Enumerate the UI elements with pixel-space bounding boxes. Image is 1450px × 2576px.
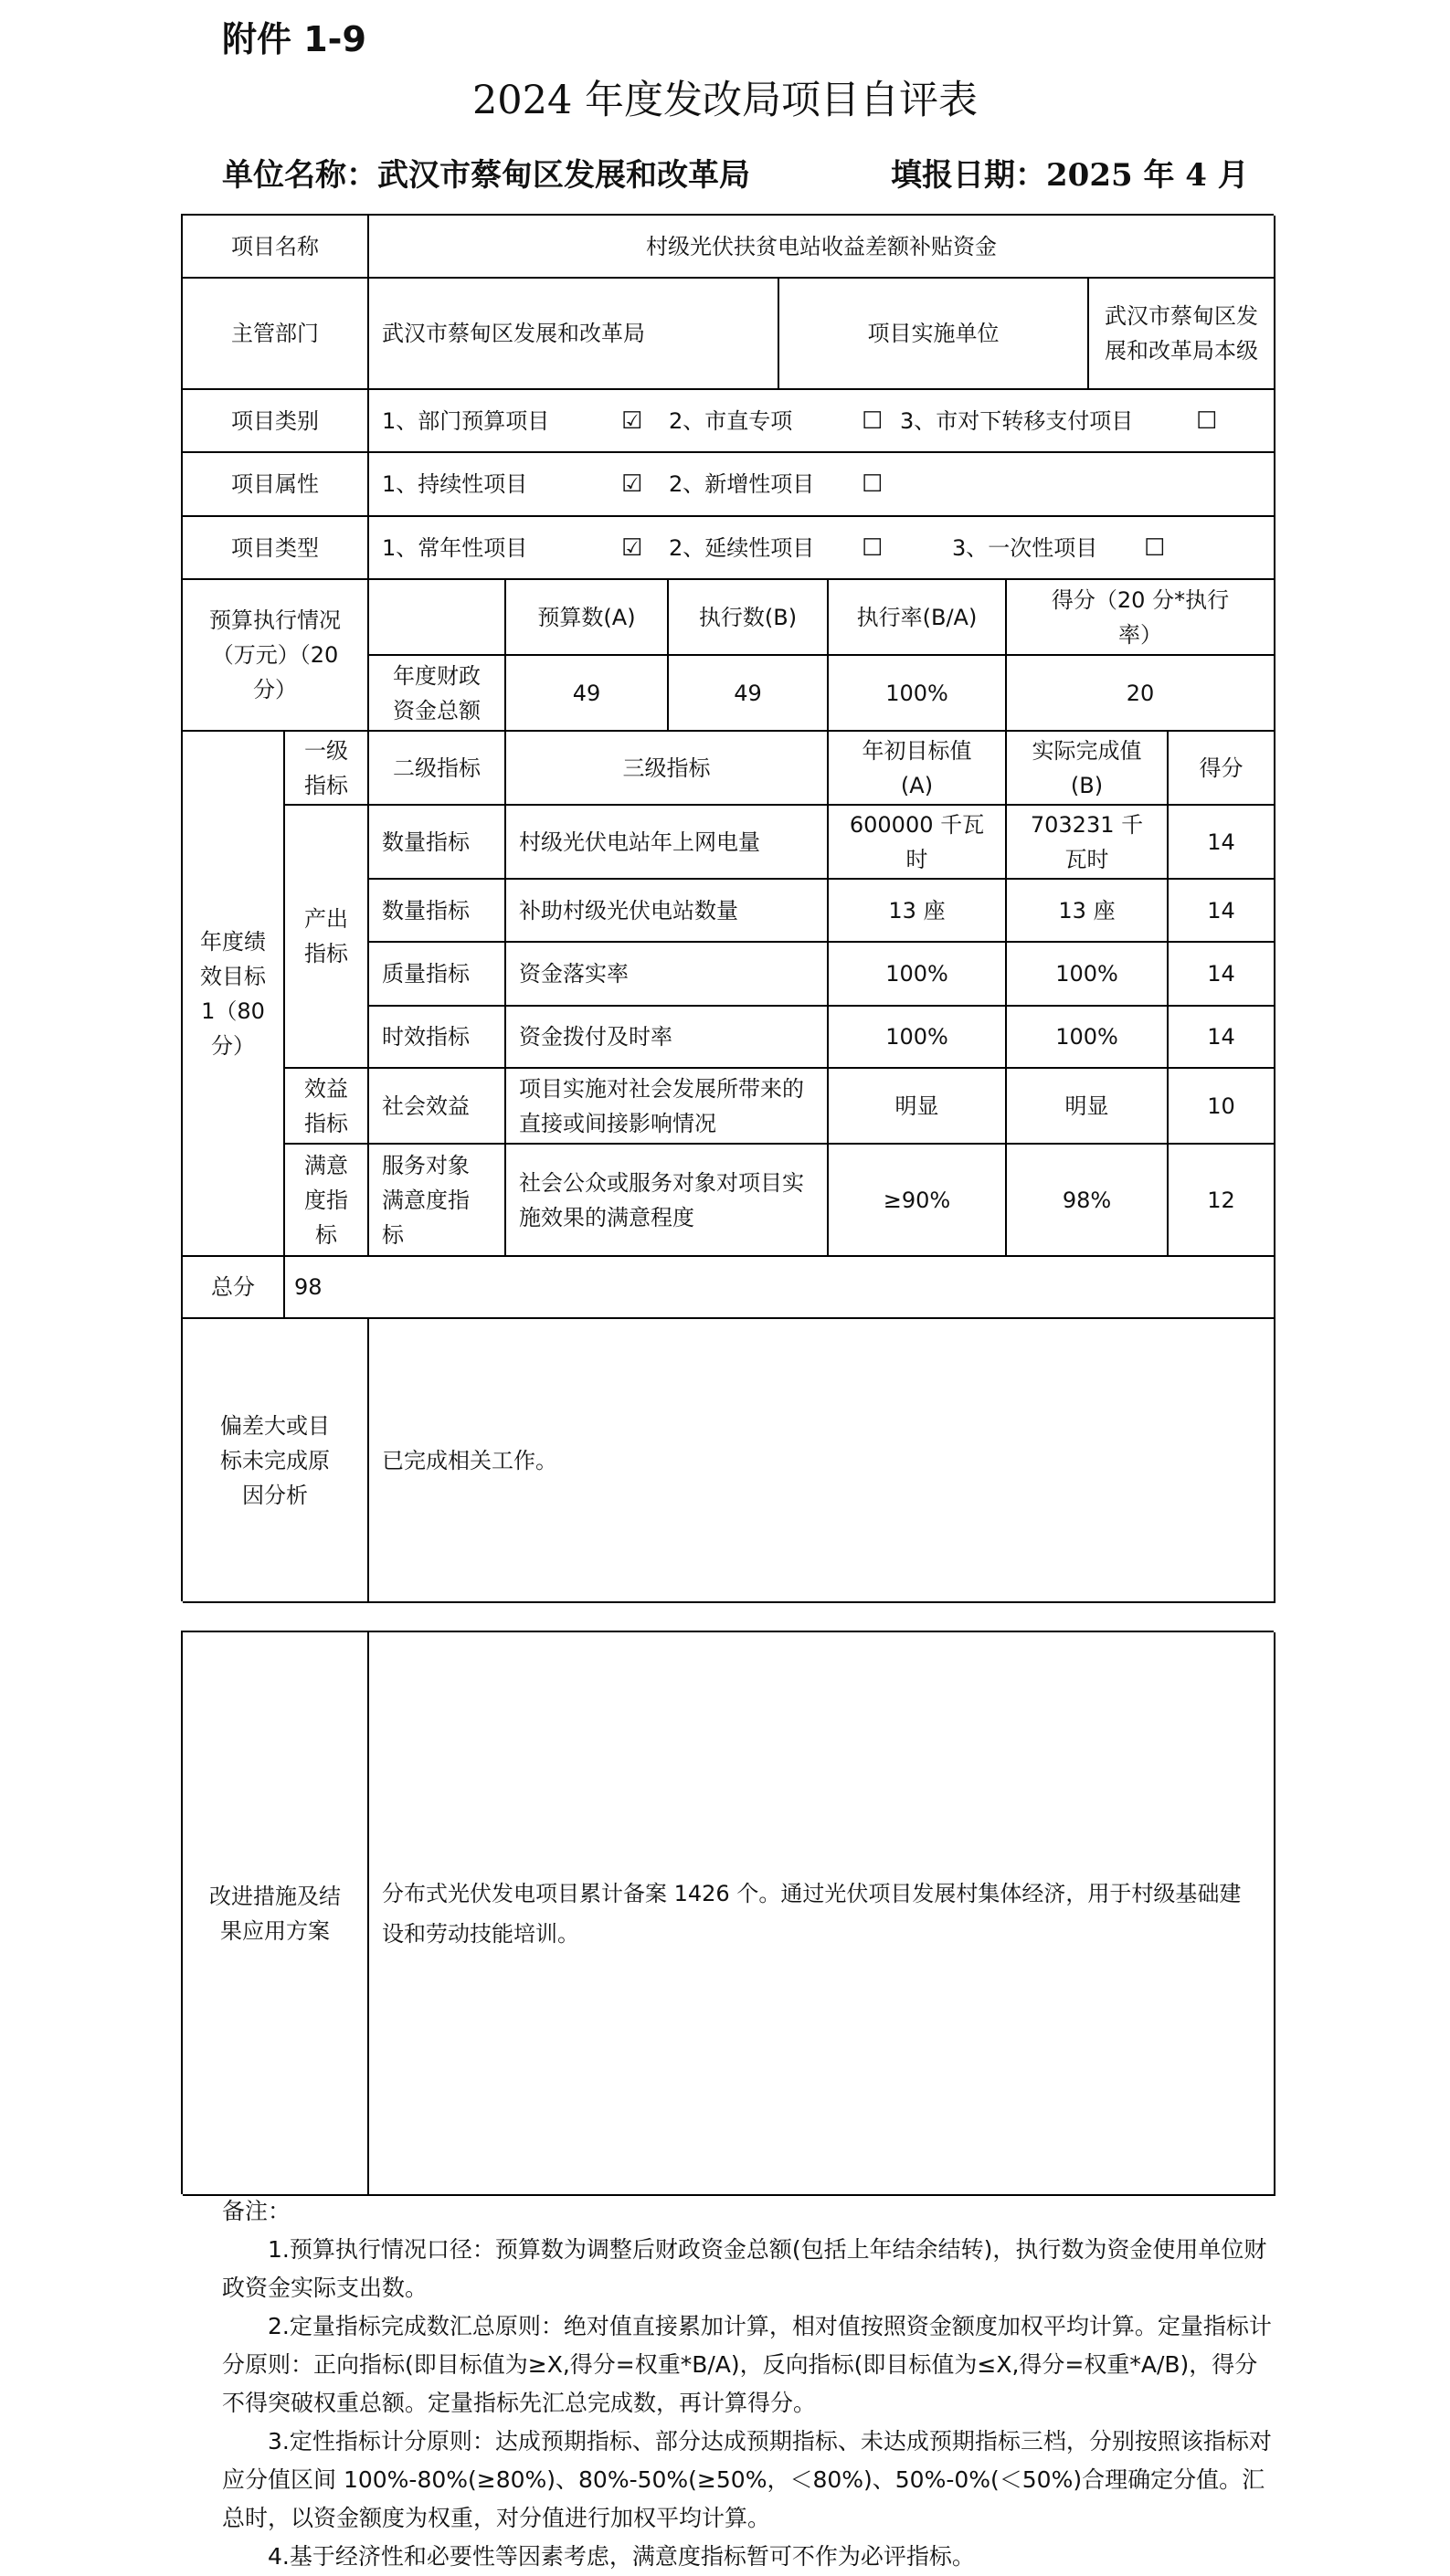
checkbox-checked-icon[interactable]: ☑ bbox=[621, 406, 643, 435]
perf-cell-score: 10 bbox=[1169, 1069, 1275, 1145]
group-satisfaction: 满意度指标 bbox=[285, 1145, 369, 1257]
improvement-text: 分布式光伏发电项目累计备案 1426 个。通过光伏项目发展村集体经济，用于村级基础建设和劳动技能培训。 bbox=[369, 1632, 1275, 2196]
perf-cell-level2: 服务对象满意度指标 bbox=[369, 1145, 506, 1257]
total-value: 98 bbox=[285, 1257, 1275, 1319]
note-item: 2.定量指标完成数汇总原则：绝对值直接累加计算，相对值按照资金额度加权平均计算。定量指标计分原则：正向指标(即目标值为≥X,得分=权重*B/A)，反向指标(即目标值为≤X,得分=权重*A/B)，得分不得突破权重总额。定量指标先汇总完成数，再计算得分。 bbox=[222, 2313, 1272, 2416]
option-label: 1、常年性项目 bbox=[382, 534, 528, 561]
checkbox-icon[interactable]: ☐ bbox=[1144, 533, 1166, 562]
perf-cell-level2: 质量指标 bbox=[369, 943, 506, 1007]
perf-cell-actual: 100% bbox=[1007, 943, 1169, 1007]
perf-cell-level2: 数量指标 bbox=[369, 806, 506, 880]
report-date: 填报日期：2025 年 4 月 bbox=[891, 157, 1249, 194]
budget-row-label: 年度财政资金总额 bbox=[369, 656, 506, 732]
type-label: 项目类型 bbox=[183, 517, 369, 580]
perf-cell-score: 14 bbox=[1169, 1007, 1275, 1069]
perf-cell-level3: 村级光伏电站年上网电量 bbox=[506, 806, 829, 880]
improvement-table bbox=[181, 1631, 1274, 2194]
notes-heading: 备注： bbox=[222, 2198, 291, 2224]
perf-cell-level3: 项目实施对社会发展所带来的直接或间接影响情况 bbox=[506, 1069, 829, 1145]
page-title: 2024 年度发改局项目自评表 bbox=[471, 78, 979, 123]
perf-cell-actual: 13 座 bbox=[1007, 880, 1169, 943]
impl-value: 武汉市蔡甸区发展和改革局本级 bbox=[1089, 279, 1275, 390]
attr-options bbox=[369, 453, 1275, 517]
checkbox-icon[interactable]: ☐ bbox=[862, 470, 884, 498]
checkbox-icon[interactable]: ☐ bbox=[862, 533, 884, 562]
note-item: 3.定性指标计分原则：达成预期指标、部分达成预期指标、未达成预期指标三档，分别按照该指标对应分值区间 100%-80%(≥80%)、80%-50%(≥50%，＜80%)、50%-0%(＜50%)合理确定分值。汇总时，以资金额度为权重，对分值进行加权平均计算。 bbox=[222, 2428, 1272, 2531]
category-label: 项目类别 bbox=[183, 390, 369, 453]
perf-header: 得分 bbox=[1169, 732, 1275, 806]
execution-value: 49 bbox=[669, 656, 829, 732]
unit-name: 单位名称：武汉市蔡甸区发展和改革局 bbox=[222, 157, 750, 194]
perf-cell-actual: 明显 bbox=[1007, 1069, 1169, 1145]
perf-header: 年初目标值(A) bbox=[829, 732, 1007, 806]
impl-label: 项目实施单位 bbox=[779, 279, 1089, 390]
evaluation-table bbox=[181, 214, 1274, 1601]
note-item: 4.基于经济性和必要性等因素考虑，满意度指标暂可不作为必评指标。 bbox=[268, 2543, 975, 2570]
attr-label: 项目属性 bbox=[183, 453, 369, 517]
perf-cell-score: 14 bbox=[1169, 806, 1275, 880]
perf-cell-level3: 补助村级光伏电站数量 bbox=[506, 880, 829, 943]
checkbox-icon[interactable]: ☐ bbox=[1196, 406, 1218, 435]
group-output: 产出指标 bbox=[285, 806, 369, 1069]
option-label: 2、延续性项目 bbox=[669, 534, 815, 561]
perf-cell-level2: 数量指标 bbox=[369, 880, 506, 943]
option-label: 1、部门预算项目 bbox=[382, 407, 550, 434]
perf-cell-level2: 社会效益 bbox=[369, 1069, 506, 1145]
option-label: 3、一次性项目 bbox=[952, 534, 1098, 561]
perf-cell-level3: 资金落实率 bbox=[506, 943, 829, 1007]
budget-value: 49 bbox=[506, 656, 669, 732]
project-name: 村级光伏扶贫电站收益差额补贴资金 bbox=[369, 216, 1275, 279]
perf-cell-score: 14 bbox=[1169, 943, 1275, 1007]
budget-header: 预算数(A) bbox=[506, 580, 669, 656]
attachment-number: 附件 1-9 bbox=[222, 19, 366, 59]
dept-label: 主管部门 bbox=[183, 279, 369, 390]
deviation-label: 偏差大或目标未完成原因分析 bbox=[183, 1319, 369, 1603]
checkbox-checked-icon[interactable]: ☑ bbox=[621, 470, 643, 498]
perf-cell-target: 600000 千瓦时 bbox=[829, 806, 1007, 880]
total-label: 总分 bbox=[183, 1257, 285, 1319]
deviation-text: 已完成相关工作。 bbox=[369, 1319, 1275, 1603]
budget-header: 执行率(B/A) bbox=[829, 580, 1007, 656]
budget-corner bbox=[369, 580, 506, 656]
note-item: 1.预算执行情况口径：预算数为调整后财政资金总额(包括上年结余结转)，执行数为资金使用单位财政资金实际支出数。 bbox=[222, 2236, 1267, 2301]
performance-label: 年度绩效目标 1（80 分） bbox=[183, 732, 285, 1257]
option-label: 3、市对下转移支付项目 bbox=[900, 407, 1134, 434]
option-label: 1、持续性项目 bbox=[382, 471, 528, 497]
perf-header: 二级指标 bbox=[369, 732, 506, 806]
dept-value: 武汉市蔡甸区发展和改革局 bbox=[369, 279, 779, 390]
budget-header: 得分（20 分*执行率） bbox=[1007, 580, 1275, 656]
budget-label: 预算执行情况（万元）（20 分） bbox=[183, 580, 369, 732]
perf-cell-level3: 资金拨付及时率 bbox=[506, 1007, 829, 1069]
perf-header: 实际完成值(B) bbox=[1007, 732, 1169, 806]
checkbox-checked-icon[interactable]: ☑ bbox=[621, 533, 643, 562]
perf-cell-actual: 98% bbox=[1007, 1145, 1169, 1257]
option-label: 2、市直专项 bbox=[669, 407, 793, 434]
budget-score: 20 bbox=[1007, 656, 1275, 732]
notes bbox=[222, 2192, 1273, 2576]
checkbox-icon[interactable]: ☐ bbox=[862, 406, 884, 435]
perf-cell-target: 明显 bbox=[829, 1069, 1007, 1145]
perf-cell-target: 100% bbox=[829, 1007, 1007, 1069]
perf-cell-target: 100% bbox=[829, 943, 1007, 1007]
improvement-label: 改进措施及结果应用方案 bbox=[183, 1632, 369, 2196]
perf-header: 三级指标 bbox=[506, 732, 829, 806]
perf-cell-actual: 703231 千瓦时 bbox=[1007, 806, 1169, 880]
perf-cell-score: 12 bbox=[1169, 1145, 1275, 1257]
type-options bbox=[369, 517, 1275, 580]
category-options bbox=[369, 390, 1275, 453]
group-benefit: 效益指标 bbox=[285, 1069, 369, 1145]
perf-cell-level3: 社会公众或服务对象对项目实施效果的满意程度 bbox=[506, 1145, 829, 1257]
perf-cell-target: 13 座 bbox=[829, 880, 1007, 943]
perf-cell-score: 14 bbox=[1169, 880, 1275, 943]
project-name-label: 项目名称 bbox=[183, 216, 369, 279]
perf-cell-target: ≥90% bbox=[829, 1145, 1007, 1257]
execution-rate: 100% bbox=[829, 656, 1007, 732]
perf-cell-level2: 时效指标 bbox=[369, 1007, 506, 1069]
perf-header: 一级指标 bbox=[285, 732, 369, 806]
perf-cell-actual: 100% bbox=[1007, 1007, 1169, 1069]
option-label: 2、新增性项目 bbox=[669, 471, 815, 497]
budget-header: 执行数(B) bbox=[669, 580, 829, 656]
